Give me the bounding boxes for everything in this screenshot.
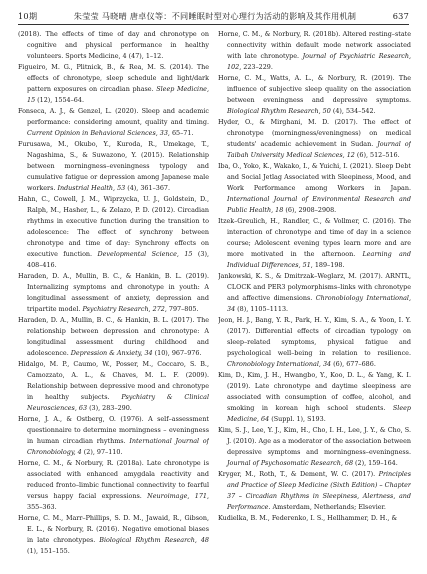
reference-pages: (6), 512–516. xyxy=(354,151,400,159)
reference-text: Furusawa, M., Okubo, Y., Kuroda, R., Umekage, T., Nagashima, S., & Suwazono, Y. (2015). Relationship between morningness–eveningness typology and cumulative fatigue or depression among Japanese male workers. xyxy=(18,140,209,192)
reference-pages: (3), 283–290. xyxy=(87,404,132,412)
reference-journal: Journal of Psychiatric Research, 102 xyxy=(227,52,411,71)
reference-text: Jankowski, K. S., & Dmitrzak–Weglarz, M. (2017). ARNTL, CLOCK and PER3 polymorphisms–links with chronotype and affective dimensions. xyxy=(218,272,411,302)
reference-text: Horne, C. M., & Norbury, R. (2018b). Altered resting–state connectivity within default mode network associated with late chronotype. xyxy=(218,30,411,60)
reference-journal: Principles and Practice of Sleep Medicine (Sixth Edition) – Chapter 37 – Circadian Rhythms in Sleepiness, Alertness, and Performance xyxy=(227,470,411,511)
reference-text: Horne, C. M., Marr–Phillips, S. D. M., Jawaid, R., Gibson, E. L., & Norbury, R. (2016). Negative emotional biases in late chronotypes. xyxy=(18,514,209,544)
reference-journal: Industrial Health, 53 xyxy=(57,184,126,192)
reference-pages: (3), 408–416. xyxy=(27,250,209,269)
reference-text: Kim, D., Kim, J. H., Hwangbo, Y., Koo, D. L., & Yang, K. I. (2019). Late chronotype and daytime sleepiness are associated with consumption of coffee, alcohol, and smoking in korean high school students. xyxy=(218,371,411,412)
reference-pages: (6), 677–686. xyxy=(331,360,376,368)
reference-journal: Depression & Anxiety, 34 xyxy=(70,349,153,357)
reference-journal: International Journal of Chronobiology, 4 xyxy=(27,437,209,456)
reference-pages: (8), 1105–1113. xyxy=(235,305,289,313)
reference-pages: (10), 967–976. xyxy=(152,349,202,357)
reference-column-left xyxy=(18,29,209,557)
reference-entry xyxy=(218,29,411,73)
reference-text: Figueiro, M. G., Plitnick, B., & Rea, M. S. (2014). The effects of chronotype, sleep schedule and light/dark pattern exposures on circadian phase. xyxy=(18,63,209,93)
reference-entry xyxy=(18,458,209,513)
reference-entry xyxy=(218,117,411,161)
reference-text: (2018). The effects of time of day and chronotype on cognitive and physical performance in healthy volunteers. Sports Medicine, 4 (47), 1–12. xyxy=(18,30,209,60)
reference-journal: Current Opinion in Behavioral Sciences, 33 xyxy=(27,129,168,137)
reference-text: Hidalgo, M. P., Caumo, W., Posser, M., Coccaro, S. B., Camozzato, A. L., & Chaves, M. L. F. (2009). Relationship between depressive mood and chronotype in healthy subjects. xyxy=(18,360,209,401)
reference-journal: Journal of Taibah University Medical Sciences, 12 xyxy=(227,140,411,159)
reference-pages: (2), 97–110. xyxy=(81,448,123,456)
reference-entry xyxy=(218,315,411,370)
reference-journal: International Journal of Environmental Research and Public Health, 18 xyxy=(227,195,411,214)
reference-column-right xyxy=(218,29,411,524)
reference-entry xyxy=(18,414,209,458)
reference-pages: (12), 1554–64. xyxy=(35,96,84,104)
reference-entry xyxy=(218,216,411,271)
reference-text: Jeon, H. J., Bang, Y. R., Park, H. Y., Kim, S. A., & Yoon, I. Y. (2017). Differential effects of circadian typology on sleep–related symptoms, physical fatigue and psychological well–being in relation to resilience. xyxy=(218,316,411,357)
reference-entry xyxy=(218,469,411,513)
reference-entry xyxy=(18,194,209,271)
reference-journal: Learning and Individual Differences, 51 xyxy=(227,250,411,269)
running-title: 朱莹莹 马晓晴 唐卓仪等：不同睡眠时型对心理行为活动的影响及其作用机制 xyxy=(73,10,357,21)
reference-pages: . Amsterdam, Netherlands; Elsevier. xyxy=(268,503,386,511)
reference-text: Fonseca, A. J., & Genzel, L. (2020). Sleep and academic performance: considering amount, quality and timing. xyxy=(18,107,209,126)
reference-journal: Developmental Science, 15 xyxy=(97,250,193,258)
reference-pages: (4), 361–367. xyxy=(125,184,170,192)
reference-entry xyxy=(18,315,209,359)
reference-pages: (6), 2908–2908. xyxy=(283,206,337,214)
reference-entry xyxy=(18,139,209,194)
reference-pages: (4), 534–542. xyxy=(330,107,376,115)
reference-text: Itzek–Greulich, H., Randler, C., & Vollmer, C. (2016). The interaction of chronotype and time of day in a science course; Adolescent evening types learn more and are more motivated in the afternoon. xyxy=(218,217,411,258)
reference-text: Horne, C. M., & Norbury, R. (2018a). Late chronotype is associated with enhanced amygdala reactivity and reduced fronto–limbic functional connectivity to fearful versus happy facial expressions. xyxy=(18,459,209,500)
reference-pages: (1), 151–155. xyxy=(27,547,70,555)
reference-text: Kudielka, B. M., Federenko, I. S., Hellhammer, D. H., & xyxy=(218,514,398,522)
reference-text: Iba, O., Yoko, K., Wakako, I., & Yuichi, I. (2021). Sleep Debt and Social Jetlag Associated with Sleepiness, Mood, and Work Performance among Workers in Japan. xyxy=(218,162,411,192)
reference-text: Kryger, M., Roth, T., & Dement, W. C. (2017). xyxy=(218,470,379,478)
reference-journal: Biological Rhythm Research, 48 xyxy=(99,536,209,544)
reference-entry xyxy=(18,271,209,315)
reference-entry xyxy=(218,271,411,315)
reference-text: Hahn, C., Cowell, J. M., Wiprzycka, U. J., Goldstein, D., Ralph, M., Hasher, L., & Zelazo, P. D. (2012). Circadian rhythms in executive function during the transition to adolescence: The effect of synchrony between chronotype and time of day: Synchrony effects on executive function. xyxy=(18,195,209,258)
running-header xyxy=(18,8,409,24)
reference-journal: Chronobiology International, 34 xyxy=(227,360,332,368)
reference-entry xyxy=(218,73,411,117)
reference-journal: Psychiatry Research, 272 xyxy=(82,305,165,313)
reference-text: Hyder, O., & Mirghani, M. D. (2017). The effect of chronotype (morningness/eveningness) on medical students' academic achievement in Sudan. xyxy=(218,118,411,148)
reference-entry xyxy=(218,161,411,216)
reference-journal: Neuroimage, 171 xyxy=(147,492,207,500)
reference-text: Horne, C. M., Watts, A. L., & Norbury, R. (2019). The influence of subjective sleep quality on the association between eveningness and depressive symptoms. xyxy=(218,74,411,104)
reference-text: Haraden, D. A., Mullin, B. C., & Hankin, B. L. (2019). Internalizing symptoms and chronotype in youth: A longitudinal assessment of anxiety, depression and tripartite model. xyxy=(18,272,209,313)
reference-pages: , 797–805. xyxy=(164,305,199,313)
reference-pages: , 355–363. xyxy=(27,492,209,511)
reference-journal: Sleep Medicine, 15 xyxy=(27,85,209,104)
reference-pages: (Suppl. 1), S193. xyxy=(269,415,326,423)
reference-pages: (2), 159–164. xyxy=(353,459,398,467)
reference-pages: , 189–198. xyxy=(310,261,345,269)
reference-journal: Chronobiology International, 34 xyxy=(227,294,411,313)
reference-entry xyxy=(18,513,209,557)
reference-entry xyxy=(218,370,411,425)
reference-entry xyxy=(18,62,209,106)
reference-text: Horne, J. A., & Ostberg, O. (1976). A self–assessment questionnaire to determine morningness – eveningness in human circadian rhythms. xyxy=(18,415,209,445)
reference-entry xyxy=(218,425,411,469)
reference-entry xyxy=(18,106,209,139)
reference-journal: Biological Rhythm Research, 50 xyxy=(227,107,331,115)
reference-text: Kim, S. J., Lee, Y. J., Kim, H., Cho, I. H., Lee, J. Y., & Cho, S. J. (2010). Age as a moderator of the association between depressive symptoms and morningness–eveningness. xyxy=(218,426,411,456)
reference-journal: Journal of Psychosomatic Research, 68 xyxy=(227,459,354,467)
reference-pages: , 223–229. xyxy=(239,63,273,71)
reference-journal: Sleep Medicine, 64 xyxy=(227,404,411,423)
reference-entry xyxy=(218,513,411,524)
reference-text: Haraden, D. A., Mullin, B. C., & Hankin, B. L. (2017). The relationship between depression and chronotype: A longitudinal assessment during childhood and adolescence. xyxy=(18,316,209,357)
reference-entry xyxy=(18,359,209,414)
reference-pages: , 65–71. xyxy=(167,129,194,137)
page-number: 637 xyxy=(392,11,409,21)
reference-journal: Psychiatry & Clinical Neurosciences, 63 xyxy=(27,393,209,412)
reference-entry xyxy=(18,29,209,62)
header-rule xyxy=(18,24,409,25)
issue-number: 10期 xyxy=(18,10,38,21)
